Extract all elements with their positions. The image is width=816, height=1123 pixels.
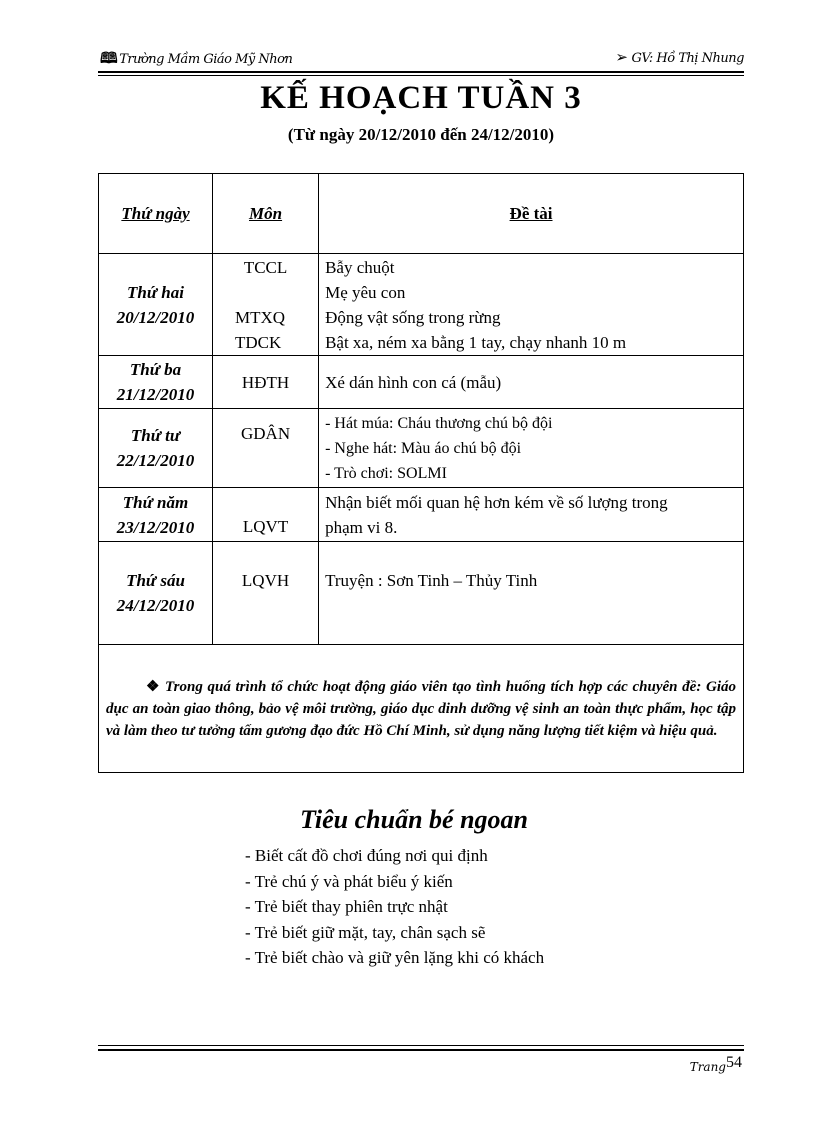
table-row — [99, 356, 744, 409]
list-item: - Trẻ biết giữ mặt, tay, chân sạch sẽ — [245, 922, 486, 942]
book-icon: 🕮 — [100, 49, 118, 67]
topic-item: phạm vi 8. — [325, 517, 398, 537]
table-row — [99, 542, 744, 645]
topic-item: - Nghe hát: Màu áo chú bộ đội — [325, 439, 522, 457]
header-rule-thin — [98, 75, 744, 76]
subject-item: LQVH — [241, 571, 290, 590]
footer-rule-thin — [98, 1045, 744, 1046]
topic-item: Mẹ yêu con — [325, 282, 406, 302]
list-item: - Trẻ biết thay phiên trực nhật — [245, 897, 448, 916]
day-date: 21/12/2010 — [116, 385, 195, 404]
header-topic: Đề tài — [319, 174, 744, 254]
topic-item: Bẫy chuột — [325, 257, 395, 277]
table-row — [99, 488, 744, 542]
list-item: - Trẻ chú ý và phát biểu ý kiến — [245, 871, 453, 891]
subject-item: MTXQ — [235, 307, 286, 327]
day-date: 20/12/2010 — [116, 307, 195, 327]
table-header-row — [99, 174, 744, 254]
topic-item: - Trò chơi: SOLMI — [325, 464, 447, 482]
day-cell — [99, 254, 213, 356]
header-rule-thick — [98, 71, 744, 73]
header-school — [100, 48, 292, 73]
day-cell — [99, 409, 213, 488]
subject-item — [213, 280, 318, 305]
subject-item: TDCK — [235, 332, 282, 352]
page-title: KẾ HOẠCH TUẦN 3 — [260, 80, 582, 116]
note-paragraph — [106, 676, 736, 742]
subject-item: LQVT — [242, 517, 289, 536]
list-item: - Biết cất đồ chơi đúng nơi qui định — [245, 846, 488, 865]
day-name: Thứ hai — [127, 282, 184, 302]
header-school-text: Trường Mầm Giáo Mỹ Nhơn — [119, 52, 293, 67]
diamond-bullet-icon: ❖ — [146, 678, 161, 695]
topic-cell — [319, 542, 744, 645]
day-name: Thứ tư — [130, 426, 181, 445]
list-item: - Trẻ biết chào và giữ yên lặng khi có khách — [245, 948, 545, 967]
topic-item: Bật xa, ném xa bằng 1 tay, chạy nhanh 10 m — [325, 332, 627, 352]
topic-cell — [319, 356, 744, 409]
table-row — [99, 409, 744, 488]
page-number — [690, 1054, 742, 1074]
arrowhead-icon: ➢ — [615, 48, 628, 66]
day-date: 22/12/2010 — [116, 451, 195, 470]
day-date: 24/12/2010 — [116, 596, 195, 615]
day-cell — [99, 542, 213, 645]
note-text: Trong quá trình tổ chức hoạt động giáo viên tạo tình huống tích hợp các chuyên đề: Giáo dục an toàn giao thông, bảo vệ môi trường, giáo dục dinh dưỡng vệ sinh an toàn thực phẩm, học tập và làm theo tư tưởng tấm gương đạo đức Hồ Chí Minh, sử dụng năng lượng tiết kiệm và hiệu quả. — [106, 678, 736, 739]
topic-item: Nhận biết mối quan hệ hơn kém về số lượng trong — [325, 492, 668, 512]
header-day: Thứ ngày — [99, 174, 213, 254]
subject-cell — [213, 488, 319, 542]
day-cell — [99, 356, 213, 409]
standards-title: Tiêu chuẩn bé ngoan — [300, 805, 529, 834]
footer-rule-thick — [98, 1049, 744, 1051]
header-teacher-text: GV: Hồ Thị Nhung — [631, 51, 744, 66]
subject-cell — [213, 409, 319, 488]
day-date: 23/12/2010 — [116, 517, 195, 537]
subject-item: TCCL — [243, 257, 288, 277]
page-number-value: 54 — [726, 1054, 742, 1071]
topic-item: Truyện : Sơn Tinh – Thủy Tinh — [325, 571, 538, 590]
day-name: Thứ ba — [129, 360, 182, 379]
topic-item: Xé dán hình con cá (mẫu) — [325, 372, 502, 392]
standards-list — [245, 843, 544, 971]
note-cell — [99, 645, 744, 773]
note-row — [99, 645, 744, 773]
weekly-plan-table — [98, 173, 744, 773]
day-name: Thứ sáu — [126, 571, 185, 590]
topic-cell — [319, 488, 744, 542]
subject-cell — [213, 254, 319, 356]
header-teacher — [615, 48, 744, 66]
page-label: Trang — [689, 1060, 726, 1074]
subject-item: HĐTH — [241, 372, 290, 392]
header-subject: Môn — [213, 174, 319, 254]
day-cell — [99, 488, 213, 542]
subject-cell — [213, 542, 319, 645]
day-name: Thứ năm — [122, 492, 189, 512]
subject-cell — [213, 356, 319, 409]
page-subtitle: (Từ ngày 20/12/2010 đến 24/12/2010) — [287, 125, 555, 144]
topic-cell — [319, 254, 744, 356]
topic-cell — [319, 409, 744, 488]
table-row — [99, 254, 744, 356]
topic-item: Động vật sống trong rừng — [325, 307, 501, 327]
subject-item: GDÂN — [240, 424, 291, 443]
topic-item: - Hát múa: Cháu thương chú bộ đội — [325, 414, 553, 432]
